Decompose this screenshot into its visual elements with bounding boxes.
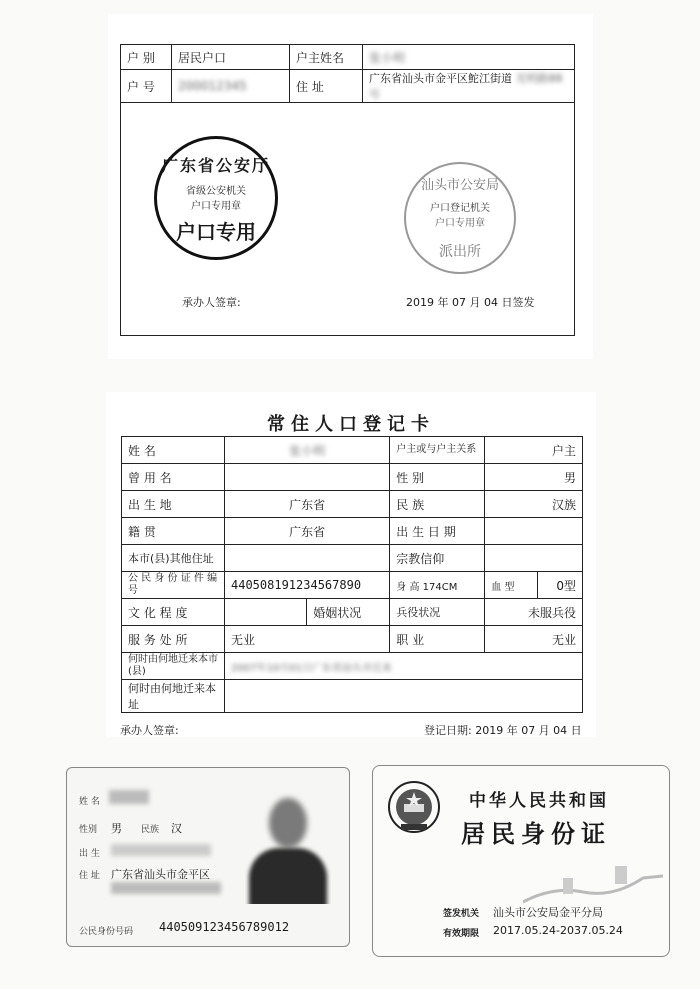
seal-line1: 省级公安机关 [186,186,246,197]
head-name-label: 户主姓名 [290,45,363,70]
id-number-label: 公民身份号码 [79,927,134,937]
former-name-value [225,464,390,491]
hukou-header-table [120,44,575,103]
move-in-city-value: 2007年10月01日广东省汕头市迁来 [225,653,583,680]
ethnicity-label: 民 族 [390,491,485,518]
religion-label: 宗教信仰 [390,545,485,572]
registration-table [121,436,583,713]
job-value: 无业 [485,626,583,653]
household-type-value: 居民户口 [172,45,290,70]
education-value [225,599,307,626]
marital-label: 婚姻状况 [307,599,390,626]
id-ethnicity-label: 民族 [141,825,160,835]
id-card-front [66,767,350,947]
id-birth-value [111,844,211,856]
head-name-value: 张小明 [363,45,575,70]
dob-value [485,518,583,545]
id-address-blurred [111,882,221,894]
education-label: 文 化 程 度 [122,599,225,626]
former-name-label: 曾 用 名 [122,464,225,491]
id-sex-label: 性别 [79,825,98,835]
id-ethnicity-value: 汉 [171,822,182,835]
great-wall-image [523,856,663,910]
other-address-label: 本市(县)其他住址 [122,545,225,572]
hukou-issue-date: 2019 年 07 月 04 日签发 [406,296,535,309]
dob-label: 出 生 日 期 [390,518,485,545]
id-number-label: 公 民 身 份 证 件 编 号 [122,572,225,599]
military-value: 未服兵役 [485,599,583,626]
portrait-body [249,848,327,904]
household-type-label: 户 别 [121,45,172,70]
blood-value: 0型 [538,572,583,599]
id-sex-value: 男 [111,822,122,835]
hukou-page [108,14,593,359]
name-label: 姓 名 [122,437,225,464]
seal-right-line2: 户口专用章 [435,218,485,229]
card-officer-label: 承办人签章: [120,724,179,737]
move-in-city-label: 何时由何地迁来本市(县) [122,653,225,680]
validity-value: 2017.05.24-2037.05.24 [493,924,623,937]
portrait-photo [245,792,331,904]
card-type-title: 居民身份证 [461,820,611,848]
id-card-back [372,765,670,957]
id-address-value: 广东省汕头市金平区 [111,868,210,881]
move-in-address-label: 何时由何地迁来本址 [122,680,225,713]
workplace-value: 无业 [225,626,390,653]
native-place-label: 籍 贯 [122,518,225,545]
id-name-value [109,790,149,804]
military-label: 兵役状况 [390,599,485,626]
birthplace-value: 广东省 [225,491,390,518]
relation-value: 户主 [485,437,583,464]
id-number-value: 440508191234567890 [225,572,390,599]
portrait-head [269,798,307,848]
seal-arc-text: 广东省公安厅 [161,156,270,175]
workplace-label: 服 务 处 所 [122,626,225,653]
address-value [363,70,575,103]
seal-right-bottom: 派出所 [439,244,481,260]
height-label: 身 高 [396,581,420,593]
seal-line3: 户口专用 [176,220,256,244]
move-in-address-value [225,680,583,713]
height-cell [390,572,485,599]
religion-value [485,545,583,572]
issuer-value: 汕头市公安局金平分局 [493,906,603,919]
country-name: 中华人民共和国 [469,791,609,811]
other-address-value [225,545,390,572]
address-label: 住 址 [290,70,363,103]
job-label: 职 业 [390,626,485,653]
height-value: 174CM [422,581,458,593]
ethnicity-value: 汉族 [485,491,583,518]
seal-right-arc: 汕头市公安局 [420,178,499,193]
name-value: 张小明 [225,437,390,464]
seal-line2: 户口专用章 [191,201,241,212]
sex-label: 性 别 [390,464,485,491]
id-number-value: 440509123456789012 [159,920,290,934]
hukou-officer-label: 承办人签章: [182,296,241,309]
issuer-label: 签发机关 [443,909,480,919]
national-emblem-icon [387,780,441,834]
birthplace-label: 出 生 地 [122,491,225,518]
native-place-value: 广东省 [225,518,390,545]
provincial-hukou-seal [154,136,278,260]
address-blurred: 光明路88号 [369,72,563,101]
id-birth-label: 出 生 [79,849,100,859]
blood-label: 血 型 [485,572,538,599]
seal-right-line1: 户口登记机关 [430,203,490,214]
household-no-value: 200012345 [172,70,290,103]
validity-label: 有效期限 [443,929,480,939]
address-text: 广东省汕头市金平区鮀江街道 [369,72,512,85]
id-name-label: 姓 名 [79,797,100,807]
registration-office-seal [404,162,516,274]
sex-value: 男 [485,464,583,491]
household-no-label: 户 号 [121,70,172,103]
registration-card [106,392,596,737]
relation-label: 户主或与户主关系 [390,437,485,464]
card-register-date: 登记日期: 2019 年 07 月 04 日 [424,724,582,737]
card-title: 常住人口登记卡 [267,414,435,435]
id-address-label: 住 址 [79,871,100,881]
